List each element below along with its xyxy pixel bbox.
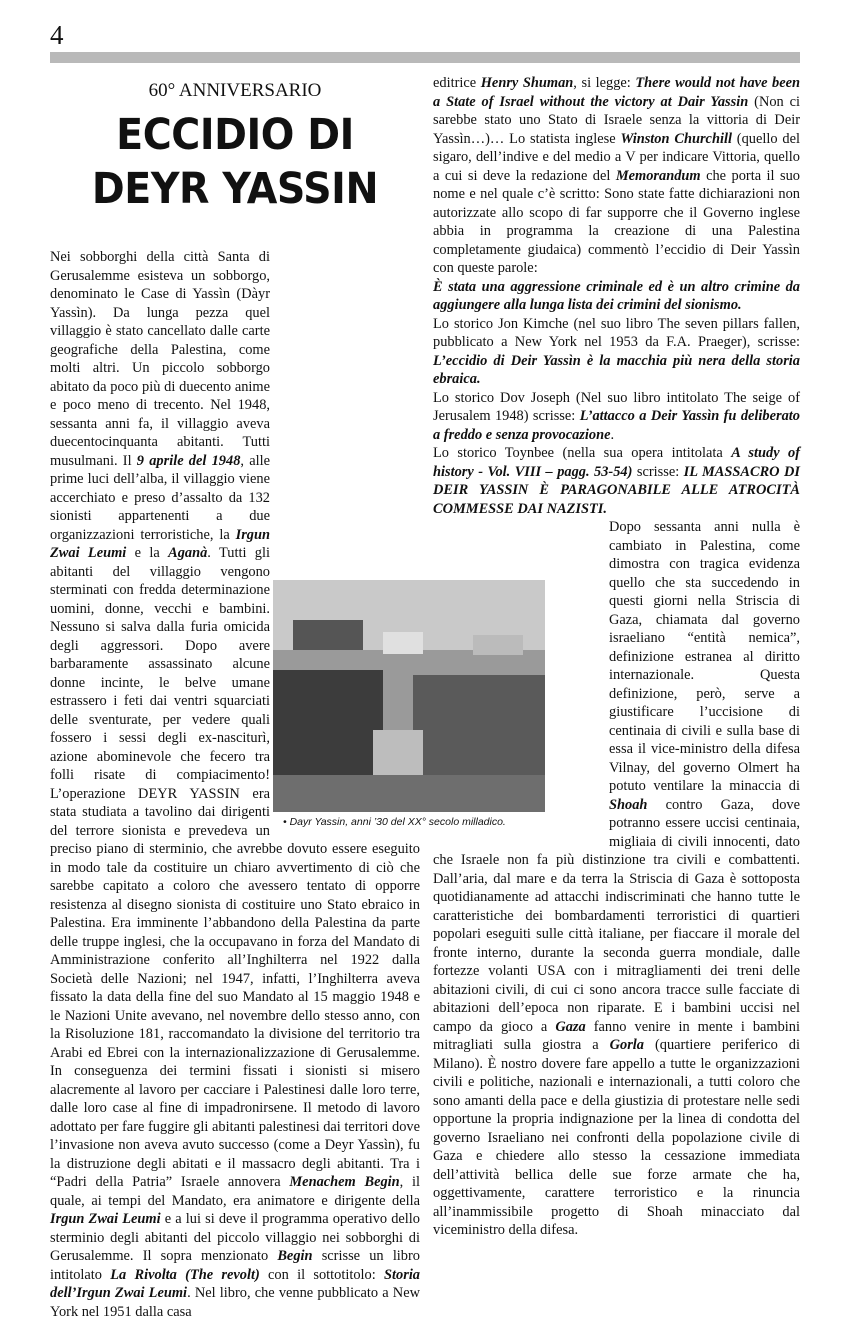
text-run: e a lui si deve il programma operativo dello sterminio degli abitanti del piccolo villaggio nei sobborghi di Gerusalemme. Il sopra menzionato [50,1211,420,1264]
text-run-emph: Shoah [609,796,648,813]
text-run: Lo storico Jon Kimche (nel suo libro The seven pillars fallen, pubblicato a New York nel 1953 da F.A. Praeger), scrisse: [433,315,800,350]
right-para-5 [433,444,800,518]
text-run-emph: L’attacco a Deir Yassìn fu deliberato a freddo e senza provocazione [433,408,800,443]
right-para-3 [433,315,800,389]
text-run: Lo storico Toynbee (nella sua opera intitolata [433,445,732,461]
text-run-emph: Henry Shuman [480,75,574,91]
text-run: Lo storico Dov Joseph (Nel suo libro intitolato The seige of Jerusalem 1948) scrisse: [433,389,800,424]
text-run-emph: 9 aprile del 1948 [136,452,241,469]
page-number: 4 [50,20,64,50]
text-run: contro Gaza, dove potranno essere uccisi centinaia, migliaia di civili innocenti, dato che Israele non fa più distinzione tra civili e combattenti. Dall’aria, dal mare e da terra la Striscia di Gaza è sottoposta quotidianamente ad attacchi indiscriminati che hanno tutte le caratteristiche dei bombardamenti terroristici di quartieri popolari eseguiti sulle città italiane, per fiaccare il morale del fronte interno, durante la seconda guerra mondiale, dalle fortezze volanti USA con i mitragliamenti dei treni delle abitazioni civili, di cui ci sono ancora tracce sulle facciate di abitazioni dell’epoca non riparate. E i bambini uccisi nel campo da gioco a [433,796,800,1035]
text-run: scrisse: [632,463,684,480]
text-run: , si legge: [573,75,636,91]
text-run: . Nel libro, che venne pubblicato a New York nel 1951 dalla casa [50,1285,420,1320]
headline-line-2: DEYR YASSIN [91,164,379,214]
village-photo [273,580,545,812]
text-run-emph: Irgun Zwai Leumi [50,1211,161,1227]
text-run-emph: Winston Churchill [620,130,732,147]
text-run: . [610,426,615,443]
text-run: editrice [433,75,481,91]
text-run-emph: Gaza [555,1018,586,1035]
text-run-emph: IL MASSACRO DI DEIR YASSIN È PARAGONABILE ALLE ATROCITÀ COMMESSE DAI NAZISTI. [433,463,801,517]
text-run: (Non ci sarebbe stato uno Stato di Israele senza la vittoria di Deir Yassìn…)… Lo statista inglese [433,93,801,147]
text-run-emph: A study of history - Vol. VIII – pagg. 53-54) [433,445,800,480]
text-run: , il quale, ai tempi del Mandato, era animatore e dirigente della [50,1174,420,1209]
article-headline [65,108,405,216]
article-kicker: 60° ANNIVERSARIO [148,80,322,101]
text-run: e la [126,545,169,561]
text-run-emph: Menachem Begin [289,1174,400,1190]
photo-caption: • Dayr Yassin, anni ’30 del XX° secolo milladico. [283,816,506,828]
text-run-emph: Memorandum [615,167,701,184]
village-photo-image [273,580,545,812]
right-para-2: È stata una aggressione criminale ed è un altro crimine da aggiungere alla lunga lista dei crimini del sionismo. [433,278,800,313]
text-run-emph: Gorla [609,1037,644,1053]
text-run: , alle prime luci dell’alba, il villaggio viene accerchiato e preso d’assalto da 132 sionisti appartenenti a due organizzazioni terroristiche, la [50,452,270,543]
text-run-emph: L’eccidio di Deir Yassìn è la macchia più nera della storia ebraica. [433,352,800,387]
text-run-emph: Irgun Zwai Leumi [50,526,270,561]
text-run: Nei sobborghi della città Santa di Gerusalemme esisteva un sobborgo, denominato le Case di Yassìn (Dàyr Yassìn). Da lunga pezza quel villaggio è stato cancellato dalle carte geografiche della Palestina, come molti altri. Un piccolo sobborgo abitato da poco più di duecento anime e poco meno di trecento. Nel 1948, sessanta anni fa, il villaggio aveva duecentocinquanta abitanti. Tutti musulmani. Il [50,249,270,469]
text-run: (quello del sigaro, dell’indive e del medio a V per indicare Vittoria, quello a cui si deve la redazione del [433,130,800,184]
text-run-emph: Begin [277,1248,313,1264]
text-run: Dopo sessanta anni nulla è cambiato in Palestina, come dimostra con tragica evidenza quello che sta succedendo in questi giorni nella Striscia di Gaza, chiamata dal governo israeliano “entità nemica”, definizione estranea al diritto internazionale. Questa definizione, però, serve a giustificare l’uccisione di centinaia di civili e sulla base di essa il vice-ministro della difesa Vilnay, del governo Olmert ha potuto ventilare la minaccia di [609,519,800,794]
right-para-1 [433,74,800,278]
text-run: che porta il suo nome e nel quale c’è scritto: Sono state fatte dichiarazioni non autorizzate allo scopo di far supporre che il Governo inglese abbia in programma la creazione di una Palestina completamente giudaica) commentò l’eccidio di Deir Yassìn con queste parole: [433,167,800,276]
text-run-emph: There would not have been a State of Israel without the victory at Dair Yassin [433,75,801,110]
text-run-emph: La Rivolta (The revolt) [110,1266,260,1283]
photo-figure [273,580,545,830]
header-rule [50,52,800,63]
text-run: fanno venire in mente i bambini mitragliati sulla giostra a [433,1018,800,1053]
text-run: con il sottotitolo: [259,1266,385,1283]
text-run: (quartiere periferico di Milano). È nostro dovere fare appello a tutte le organizzazioni civili e politiche, nazionali e internazionali, a tutti coloro che sono amanti della pace e della giustizia di protestare nelle sedi opportune la propria indignazione per la linea di condotta del governo Israeliano nei confronti della popolazione civile di Gaza e chiedere allo stesso la cessazione immediata dell’attività bellica delle sue forze armate che ha, oggettivamente, carattere terroristico e la rinuncia all’inammissibile progetto di Shoah minacciato dal viceministro della difesa. [433,1037,800,1238]
text-run: scrisse un libro intitolato [50,1248,420,1283]
text-run: . Tutti gli abitanti del villaggio vengono sterminati con fredda determinazione uomini, donne, vecchi e bambini. Nessuno si salva dalla furia omicida degli aggressori. Dopo avere barbaramente assassinato alcune donne incinte, le belve umane estrassero i feti dai ventri squarciati delle sventurate, per vedere quali fossero i sessi degli ex-nasciturì, azione abominevole che fecero tra folli risate di compiacimento! L’operazione DEYR YASSIN era stata studiata a tavolino dai dirigenti del terrore sionista e prevedeva un preciso piano di sterminio, che avrebbe dovuto essere eseguito in modo tale da costituire un chiaro avvertimento di ciò che sarebbe capitato a coloro che avessero tentato di opporre resistenza al disegno sionista di costituire uno Stato ebraico in Palestina. Era imminente l’abbandono della Palestina da parte delle truppe inglesi, che la occupavano in forza del Mandato di Amministrazione conferito all’Inghilterra nel 1922 dalla Società delle Nazioni; nel 1947, infatti, l’Inghilterra aveva fissato la data della fine del suo Mandato al 15 maggio 1948 e le Nazioni Unite avevano, nel novembre dello stesso anno, con la Risoluzione 181, raccomandato la divisione del territorio tra Arabi ed Ebrei con la internazionalizzazione di Gerusalemme. In conseguenza dei termini fissati i sionisti si misero alacremente al lavoro per cacciare i Palestinesi dalle loro terre, dalle loro case al fine di impadronirsene. Il metodo di lavoro adottato per fare fuggire gli abitanti palestinesi dai territori dove l’invasione non aveva avuto successo (come a Deyr Yassìn), fu la distruzione degli abitati e il massacro degli abitanti. Tra i “Padri della Patria” Israele annovera [50,545,420,1190]
right-para-4 [433,389,800,445]
text-run-emph: Aganà [168,545,208,561]
headline-line-1: ECCIDIO DI [116,110,354,160]
text-run-emph: Storia dell’Irgun Zwai Leumi [50,1266,421,1301]
